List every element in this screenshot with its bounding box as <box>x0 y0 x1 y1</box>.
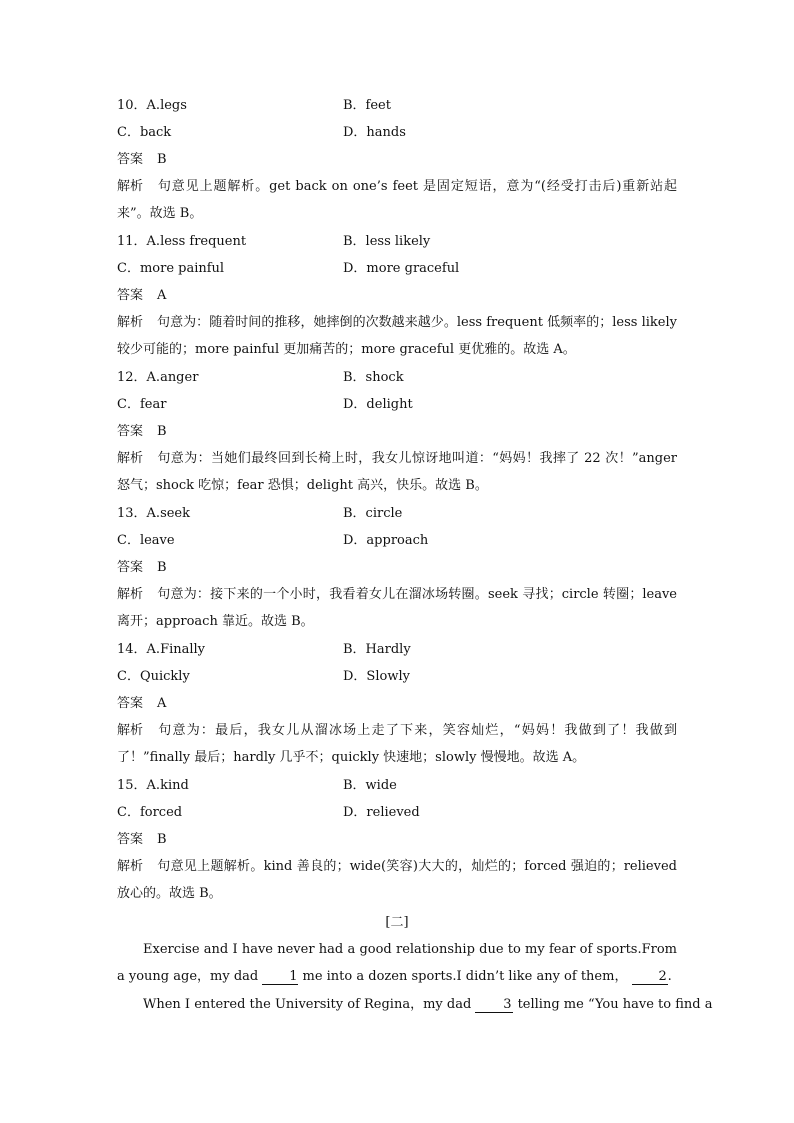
option-a: 12．A.anger <box>117 370 199 385</box>
option-a: 15．A.kind <box>117 778 189 793</box>
answer-value: A <box>157 696 167 711</box>
answer-label: 答案 <box>117 832 144 847</box>
passage-paragraph-1 <box>117 936 677 990</box>
answer-10 <box>117 146 677 173</box>
explanation-11 <box>117 309 677 363</box>
answer-14 <box>117 690 677 717</box>
explanation-15 <box>117 853 677 907</box>
explanation-label: 解析 <box>117 859 144 874</box>
answer-value: A <box>157 288 167 303</box>
option-d: D．approach <box>343 533 429 548</box>
answer-13 <box>117 554 677 581</box>
explanation-label: 解析 <box>117 587 144 602</box>
explanation-text: 句意为：接下来的一个小时，我看着女儿在溜冰场转圈。seek 寻找；circle 转圈；leave 离开；approach 靠近。故选 B。 <box>117 587 677 630</box>
option-a: 13．A.seek <box>117 506 190 521</box>
option-c: C．fear <box>117 397 167 412</box>
explanation-text: 句意见上题解析。get back on one’s feet 是固定短语，意为“(经受打击后)重新站起来”。故选 B。 <box>117 179 677 222</box>
option-c: C．more painful <box>117 261 225 276</box>
passage-paragraph-2 <box>117 991 713 1018</box>
option-d: D．relieved <box>343 805 420 820</box>
answer-label: 答案 <box>117 424 144 439</box>
option-b: B．circle <box>343 506 403 521</box>
passage-text: . <box>667 969 672 985</box>
answer-label: 答案 <box>117 288 144 303</box>
answer-11 <box>117 282 677 309</box>
explanation-text: 句意为：当她们最终回到长椅上时，我女儿惊讶地叫道：“妈妈！我摔了 22 次！”anger 怒气；shock 吃惊；fear 恐惧；delight 高兴，快乐。故选 B。 <box>117 451 677 494</box>
question-10-row-2 <box>117 119 677 146</box>
option-d: D．Slowly <box>343 669 410 684</box>
answer-value: B <box>157 560 167 575</box>
answer-value: B <box>157 832 167 847</box>
option-b: B．less likely <box>343 234 431 249</box>
question-12-row-1 <box>117 364 677 391</box>
option-b: B．shock <box>343 370 404 385</box>
option-a: 14．A.Finally <box>117 642 206 657</box>
option-b: B．wide <box>343 778 397 793</box>
option-b: B．feet <box>343 98 391 113</box>
answer-12 <box>117 418 677 445</box>
explanation-label: 解析 <box>117 451 144 466</box>
option-c: C．Quickly <box>117 669 190 684</box>
option-d: D．more graceful <box>343 261 460 276</box>
option-b: B．Hardly <box>343 642 411 657</box>
question-11-row-1 <box>117 228 677 255</box>
question-15-row-1 <box>117 772 677 799</box>
explanation-text: 句意为：随着时间的推移，她摔倒的次数越来越少。less frequent 低频率的；less likely 较少可能的；more painful 更加痛苦的；more graceful 更优雅的。故选 A。 <box>117 315 677 358</box>
section-heading: [二] <box>385 915 409 930</box>
explanation-text: 句意见上题解析。kind 善良的；wide(笑容)大大的，灿烂的；forced 强迫的；relieved 放心的。故选 B。 <box>117 859 677 902</box>
answer-value: B <box>157 424 167 439</box>
option-a: 10．A.legs <box>117 98 187 113</box>
question-10-row-1 <box>117 92 677 119</box>
question-13-row-1 <box>117 500 677 527</box>
passage-text: telling me “You have to find a <box>517 997 713 1012</box>
answer-label: 答案 <box>117 696 144 711</box>
option-c: C．forced <box>117 805 183 820</box>
explanation-label: 解析 <box>117 179 144 194</box>
passage-text: When I entered the University of Regina，my dad <box>143 997 472 1012</box>
option-d: D．hands <box>343 125 406 140</box>
option-d: D．delight <box>343 397 413 412</box>
answer-value: B <box>157 152 167 167</box>
explanation-10 <box>117 173 677 227</box>
explanation-12 <box>117 445 677 499</box>
explanation-14 <box>117 717 677 771</box>
option-c: C．back <box>117 125 172 140</box>
blank-2: 2 <box>632 970 668 985</box>
question-15-row-2 <box>117 799 677 826</box>
answer-label: 答案 <box>117 560 144 575</box>
question-14-row-1 <box>117 636 677 663</box>
answer-15 <box>117 826 677 853</box>
blank-3: 3 <box>475 998 513 1013</box>
question-11-row-2 <box>117 255 677 282</box>
explanation-label: 解析 <box>117 723 144 738</box>
question-14-row-2 <box>117 663 677 690</box>
explanation-13 <box>117 581 677 635</box>
blank-1: 1 <box>262 970 298 985</box>
option-a: 11．A.less frequent <box>117 234 247 249</box>
question-12-row-2 <box>117 391 677 418</box>
question-13-row-2 <box>117 527 677 554</box>
passage-text: me into a dozen sports.I didn’t like any of them， <box>302 969 628 985</box>
passage-text: Exercise and I have never had a good relationship due to my fear of sports.From a young age，my dad <box>117 942 677 985</box>
explanation-text: 句意为：最后，我女儿从溜冰场上走了下来，笑容灿烂，“妈妈！我做到了！我做到了！”finally 最后；hardly 几乎不；quickly 快速地；slowly 慢慢地。故选 A。 <box>117 723 677 766</box>
option-c: C．leave <box>117 533 175 548</box>
answer-label: 答案 <box>117 152 144 167</box>
explanation-label: 解析 <box>117 315 144 330</box>
